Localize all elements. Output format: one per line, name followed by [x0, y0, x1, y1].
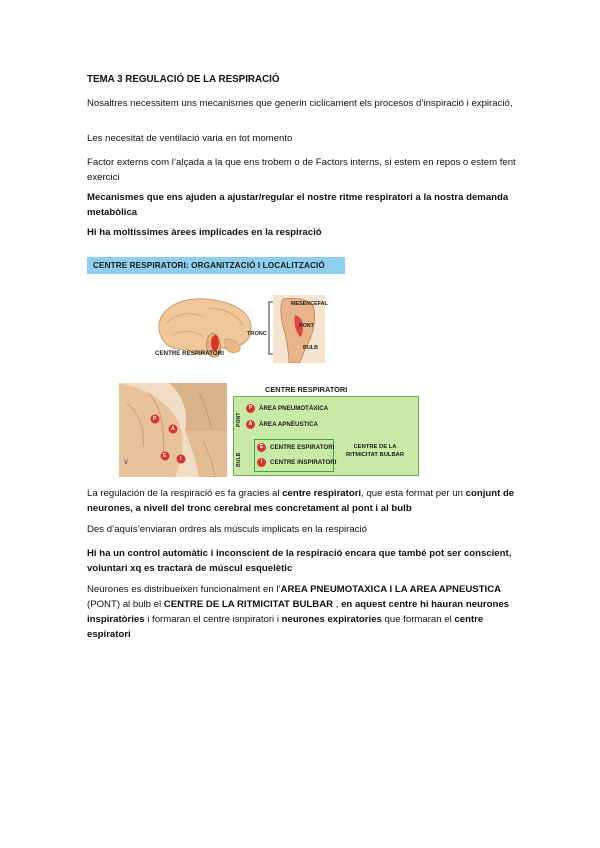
slice-badge-p: P — [153, 416, 157, 422]
item-area-apneustica — [246, 420, 318, 429]
paragraph-5: Hi ha moltíssimes àrees implicades en la respiració — [87, 227, 322, 238]
ritmicitat-bulbar-label: CENTRE DE LA RITMICITAT BULBAR — [345, 444, 405, 458]
side-label-pont: PONT — [236, 412, 242, 427]
p6-text-a: La regulación de la respiració es fa gracies al — [87, 488, 283, 499]
slice-badge-e: E — [163, 453, 167, 459]
respiratory-center-figure — [87, 257, 405, 479]
tronc-label: TRONC — [247, 331, 267, 337]
paragraph-7: Des d’aquís’enviaran ordres als músculs implicats en la respiració — [87, 524, 367, 535]
slice-v-label: V — [124, 460, 129, 466]
paragraph-9 — [87, 582, 517, 642]
p6-text-c: , que esta format per un — [361, 488, 466, 499]
slice-badge-a: A — [171, 426, 175, 432]
paragraph-4: Mecanismes que ens ajuden a ajustar/regular el nostre ritme respiratori a la nostra demanda metabòlica — [87, 192, 509, 218]
item-centre-espiratori — [257, 443, 334, 452]
p6-text-b: centre respiratori — [282, 488, 362, 499]
mesencefal-label: MESENCEFAL — [291, 301, 328, 307]
badge-i: I — [257, 458, 266, 467]
item-label: ÀREA APNÈUSTICA — [259, 421, 319, 428]
badge-p: P — [246, 404, 255, 413]
centre-respiratori-title: CENTRE RESPIRATORI — [265, 385, 348, 394]
page-title: TEMA 3 REGULACIÓ DE LA RESPIRACIÓ — [87, 74, 280, 85]
bulb-label: BULB — [303, 345, 318, 351]
paragraph-8: Hi ha un control automàtic i inconscient de la respiració encara que també pot ser conscient, voluntari xq es tractarà de múscul esquelètic — [87, 548, 512, 574]
p9-text-h: neurones expiratories — [281, 614, 382, 625]
item-label: ÀREA PNEUMOTÀXICA — [259, 405, 329, 412]
slice-badge-i: I — [180, 456, 182, 462]
paragraph-1: Nosaltres necessitem uns mecanismes que generin ciclicament els procesos d’inspiració i expiració, — [87, 98, 513, 109]
item-label: CENTRE INSPIRATORI — [270, 459, 337, 466]
item-label: CENTRE ESPIRATORI — [270, 444, 335, 451]
paragraph-2: Les necesitat de ventilació varia en tot momento — [87, 133, 293, 144]
paragraph-6 — [87, 486, 517, 516]
p9-text-j: centre espiratori — [87, 614, 484, 640]
badge-a: A — [246, 420, 255, 429]
p9-text-c: (PONT) al bulb el — [87, 599, 164, 610]
p6-text-d: conjunt de neurones, a nivell del tronc cerebral mes concretament al pont i al bulb — [87, 488, 515, 514]
figure-banner: CENTRE RESPIRATORI: ORGANITZACIÓ I LOCALITZACIÓ — [87, 257, 345, 274]
p9-text-i: que formaran el — [381, 614, 455, 625]
item-centre-inspiratori — [257, 458, 336, 467]
p9-text-a: Neurones es distribueixen funcionalment en l’ — [87, 584, 281, 595]
p9-text-d: CENTRE DE LA RITMICITAT BULBAR — [163, 599, 334, 610]
item-area-pneumotaxica — [246, 404, 328, 413]
brain-label: CENTRE RESPIRATORI — [155, 350, 224, 357]
p9-text-g: i formaran el centre isnpiratori i — [144, 614, 282, 625]
paragraph-3: Factor externs com l’alçada a la que ens trobem o de Factors interns, si estem en repos o estem fent exercici — [87, 157, 516, 183]
pont-label: PONT — [299, 323, 314, 329]
centre-respiratori-box — [233, 396, 419, 476]
badge-e: E — [257, 443, 266, 452]
p9-text-b: AREA PNEUMOTAXICA I LA AREA APNEUSTICA — [280, 584, 502, 595]
p9-text-e: , — [333, 599, 342, 610]
side-label-bulb: BULB — [236, 452, 242, 467]
p9-text-f: en aquest centre hi hauran neurones inspiratòries — [87, 599, 510, 625]
